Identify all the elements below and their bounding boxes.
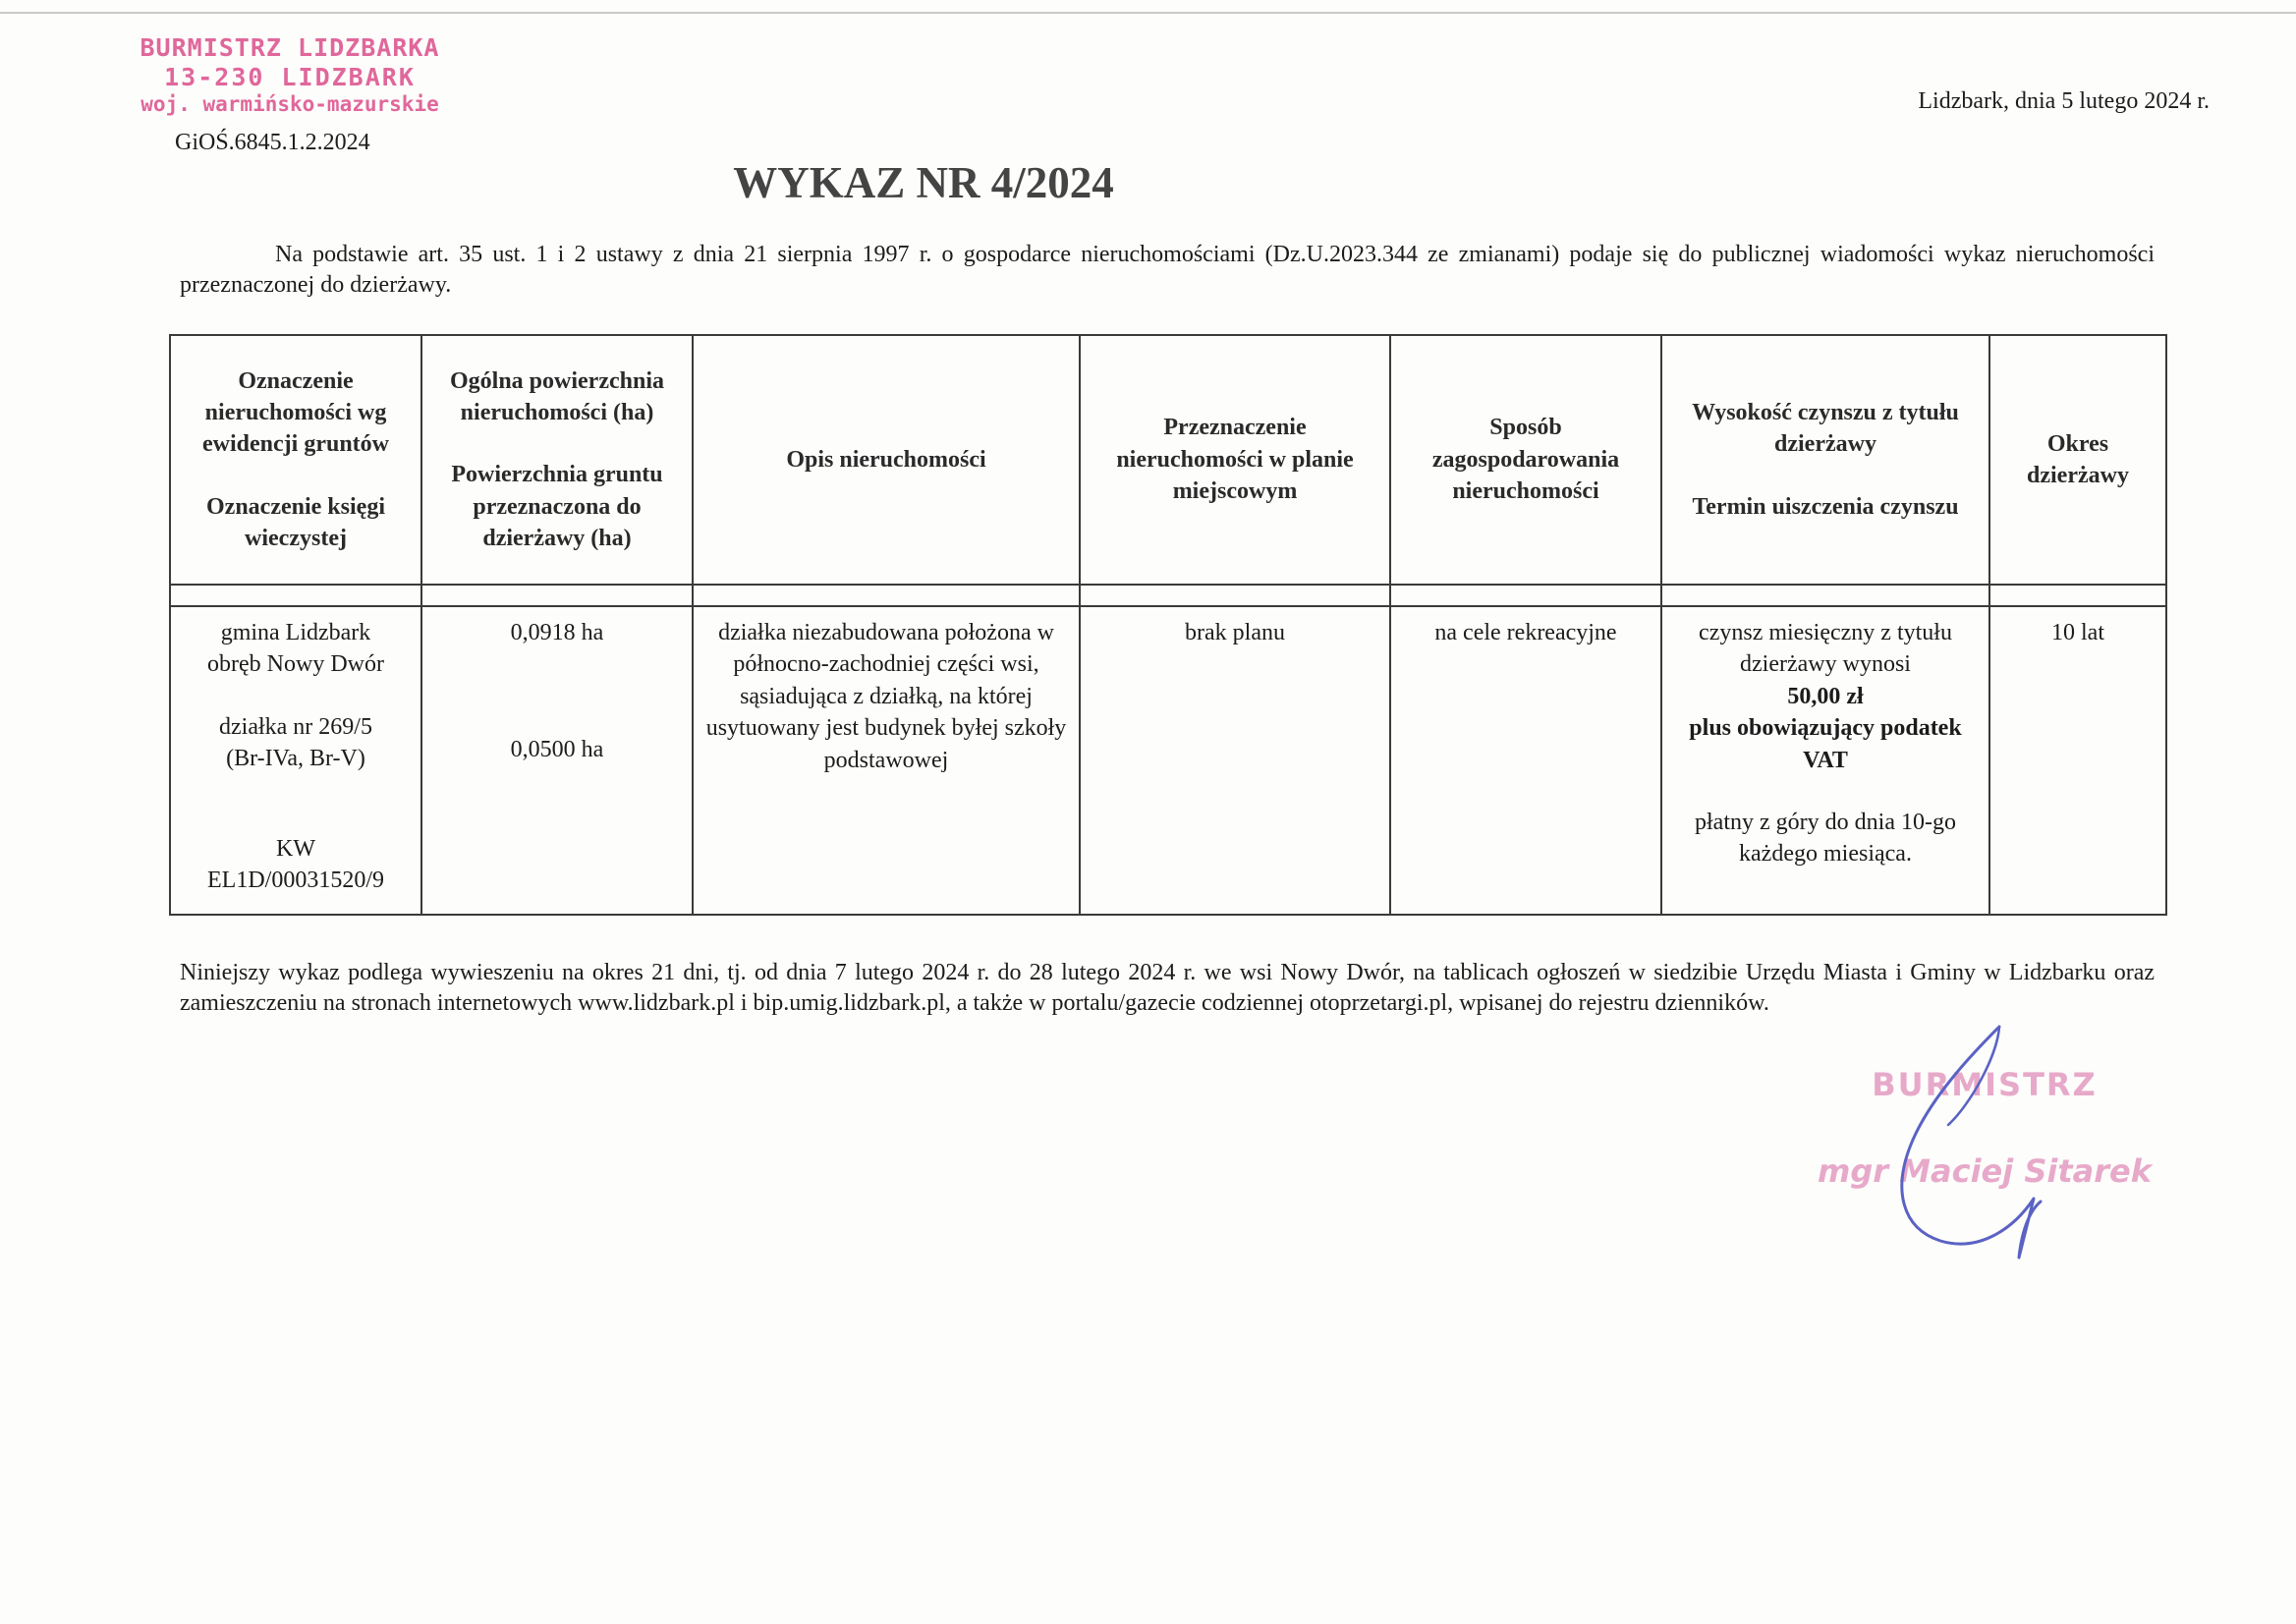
cell-termin: płatny z góry do dnia 10-go każdego miesiąca. <box>1695 809 1956 868</box>
header-oznaczenie-ewidencji: Oznaczenie nieruchomości wg ewidencji gruntów <box>202 367 389 458</box>
cell-powierzchnia <box>421 606 693 915</box>
table-header-row <box>170 335 2166 585</box>
cell-kw-number: EL1D/00031520/9 <box>207 867 384 893</box>
header-czynsz-termin: Termin uiszczenia czynszu <box>1692 493 1959 520</box>
cell-sposob: na cele rekreacyjne <box>1390 606 1661 915</box>
cell-opis: działka niezabudowana położona w północno-zachodniej części wsi, sąsiadująca z działką, na której usytuowany jest budynek byłej szkoły podstawowej <box>693 606 1080 915</box>
reference-number: GiOŚ.6845.1.2.2024 <box>175 130 370 155</box>
header-czynsz-wysokosc: Wysokość czynszu z tytułu dzierżawy <box>1692 399 1959 458</box>
header-powierzchnia-dzierzawy: Powierzchnia gruntu przeznaczona do dzierżawy (ha) <box>451 462 663 552</box>
signature-stamp-name: mgr Maciej Sitarek <box>1817 1152 2153 1190</box>
cell-okres: 10 lat <box>1989 606 2166 915</box>
header-oznaczenie <box>170 335 421 585</box>
header-opis: Opis nieruchomości <box>693 335 1080 585</box>
cell-czynsz-kwota: 50,00 zł <box>1787 683 1864 709</box>
cell-klasy: (Br-IVa, Br-V) <box>226 746 365 772</box>
handwritten-signature <box>1872 1017 2068 1272</box>
table-spacer-row <box>170 585 2166 606</box>
cell-gmina: gmina Lidzbark <box>220 620 371 645</box>
cell-kw-label: KW <box>276 835 315 862</box>
signature-stamp-role: BURMISTRZ <box>1872 1066 2098 1103</box>
footer-paragraph: Niniejszy wykaz podlega wywieszeniu na okres 21 dni, tj. od dnia 7 lutego 2024 r. do 28 lutego 2024 r. we wsi Nowy Dwór, na tablicach ogłoszeń w siedzibie Urzędu Miasta i Gminy w Lidzbarku oraz zamieszczeniu na stronach internetowych www.lidzbark.pl i bip.umig.lidzbark.pl, a także w portalu/gazecie codziennej otoprzetargi.pl, wpisanej do rejestru dzienników. <box>180 960 2155 1017</box>
header-okres: Okres dzierżawy <box>1989 335 2166 585</box>
header-przeznaczenie: Przeznaczenie nieruchomości w planie miejscowym <box>1080 335 1390 585</box>
cell-czynsz-text: czynsz miesięczny z tytułu dzierżawy wynosi <box>1699 620 1952 678</box>
cell-przeznaczenie: brak planu <box>1080 606 1390 915</box>
cell-czynsz-vat: plus obowiązujący podatek VAT <box>1689 715 1962 773</box>
office-stamp-line-2: 13-230 LIDZBARK <box>164 63 416 91</box>
cell-czynsz <box>1661 606 1989 915</box>
header-sposob: Sposób zagospodarowania nieruchomości <box>1390 335 1661 585</box>
header-powierzchnia-ogolna: Ogólna powierzchnia nieruchomości (ha) <box>449 367 664 425</box>
table-row <box>170 606 2166 915</box>
cell-dzialka: działka nr 269/5 <box>219 713 372 740</box>
intro-paragraph: Na podstawie art. 35 ust. 1 i 2 ustawy z dnia 21 sierpnia 1997 r. o gospodarce nieruchomościami (Dz.U.2023.344 ze zmianami) podaje się do publicznej wiadomości wykaz nieruchomości przeznaczonej do dzierżawy. <box>180 242 2155 299</box>
cell-obreb: obręb Nowy Dwór <box>207 651 384 678</box>
office-stamp-line-3: woj. warmińsko-mazurskie <box>140 92 439 116</box>
header-powierzchnia <box>421 335 693 585</box>
header-oznaczenie-ksiegi: Oznaczenie księgi wieczystej <box>206 493 385 552</box>
cell-oznaczenie <box>170 606 421 915</box>
scan-top-edge <box>0 12 2296 14</box>
document-title: WYKAZ NR 4/2024 <box>733 158 1114 207</box>
cell-pow-ogolna: 0,0918 ha <box>510 620 604 645</box>
cell-pow-dzierzawy: 0,0500 ha <box>510 737 604 763</box>
office-stamp <box>108 33 472 117</box>
property-table <box>169 334 2167 916</box>
office-stamp-line-1: BURMISTRZ LIDZBARKA <box>140 33 440 62</box>
date-line: Lidzbark, dnia 5 lutego 2024 r. <box>1918 88 2210 114</box>
header-czynsz <box>1661 335 1989 585</box>
